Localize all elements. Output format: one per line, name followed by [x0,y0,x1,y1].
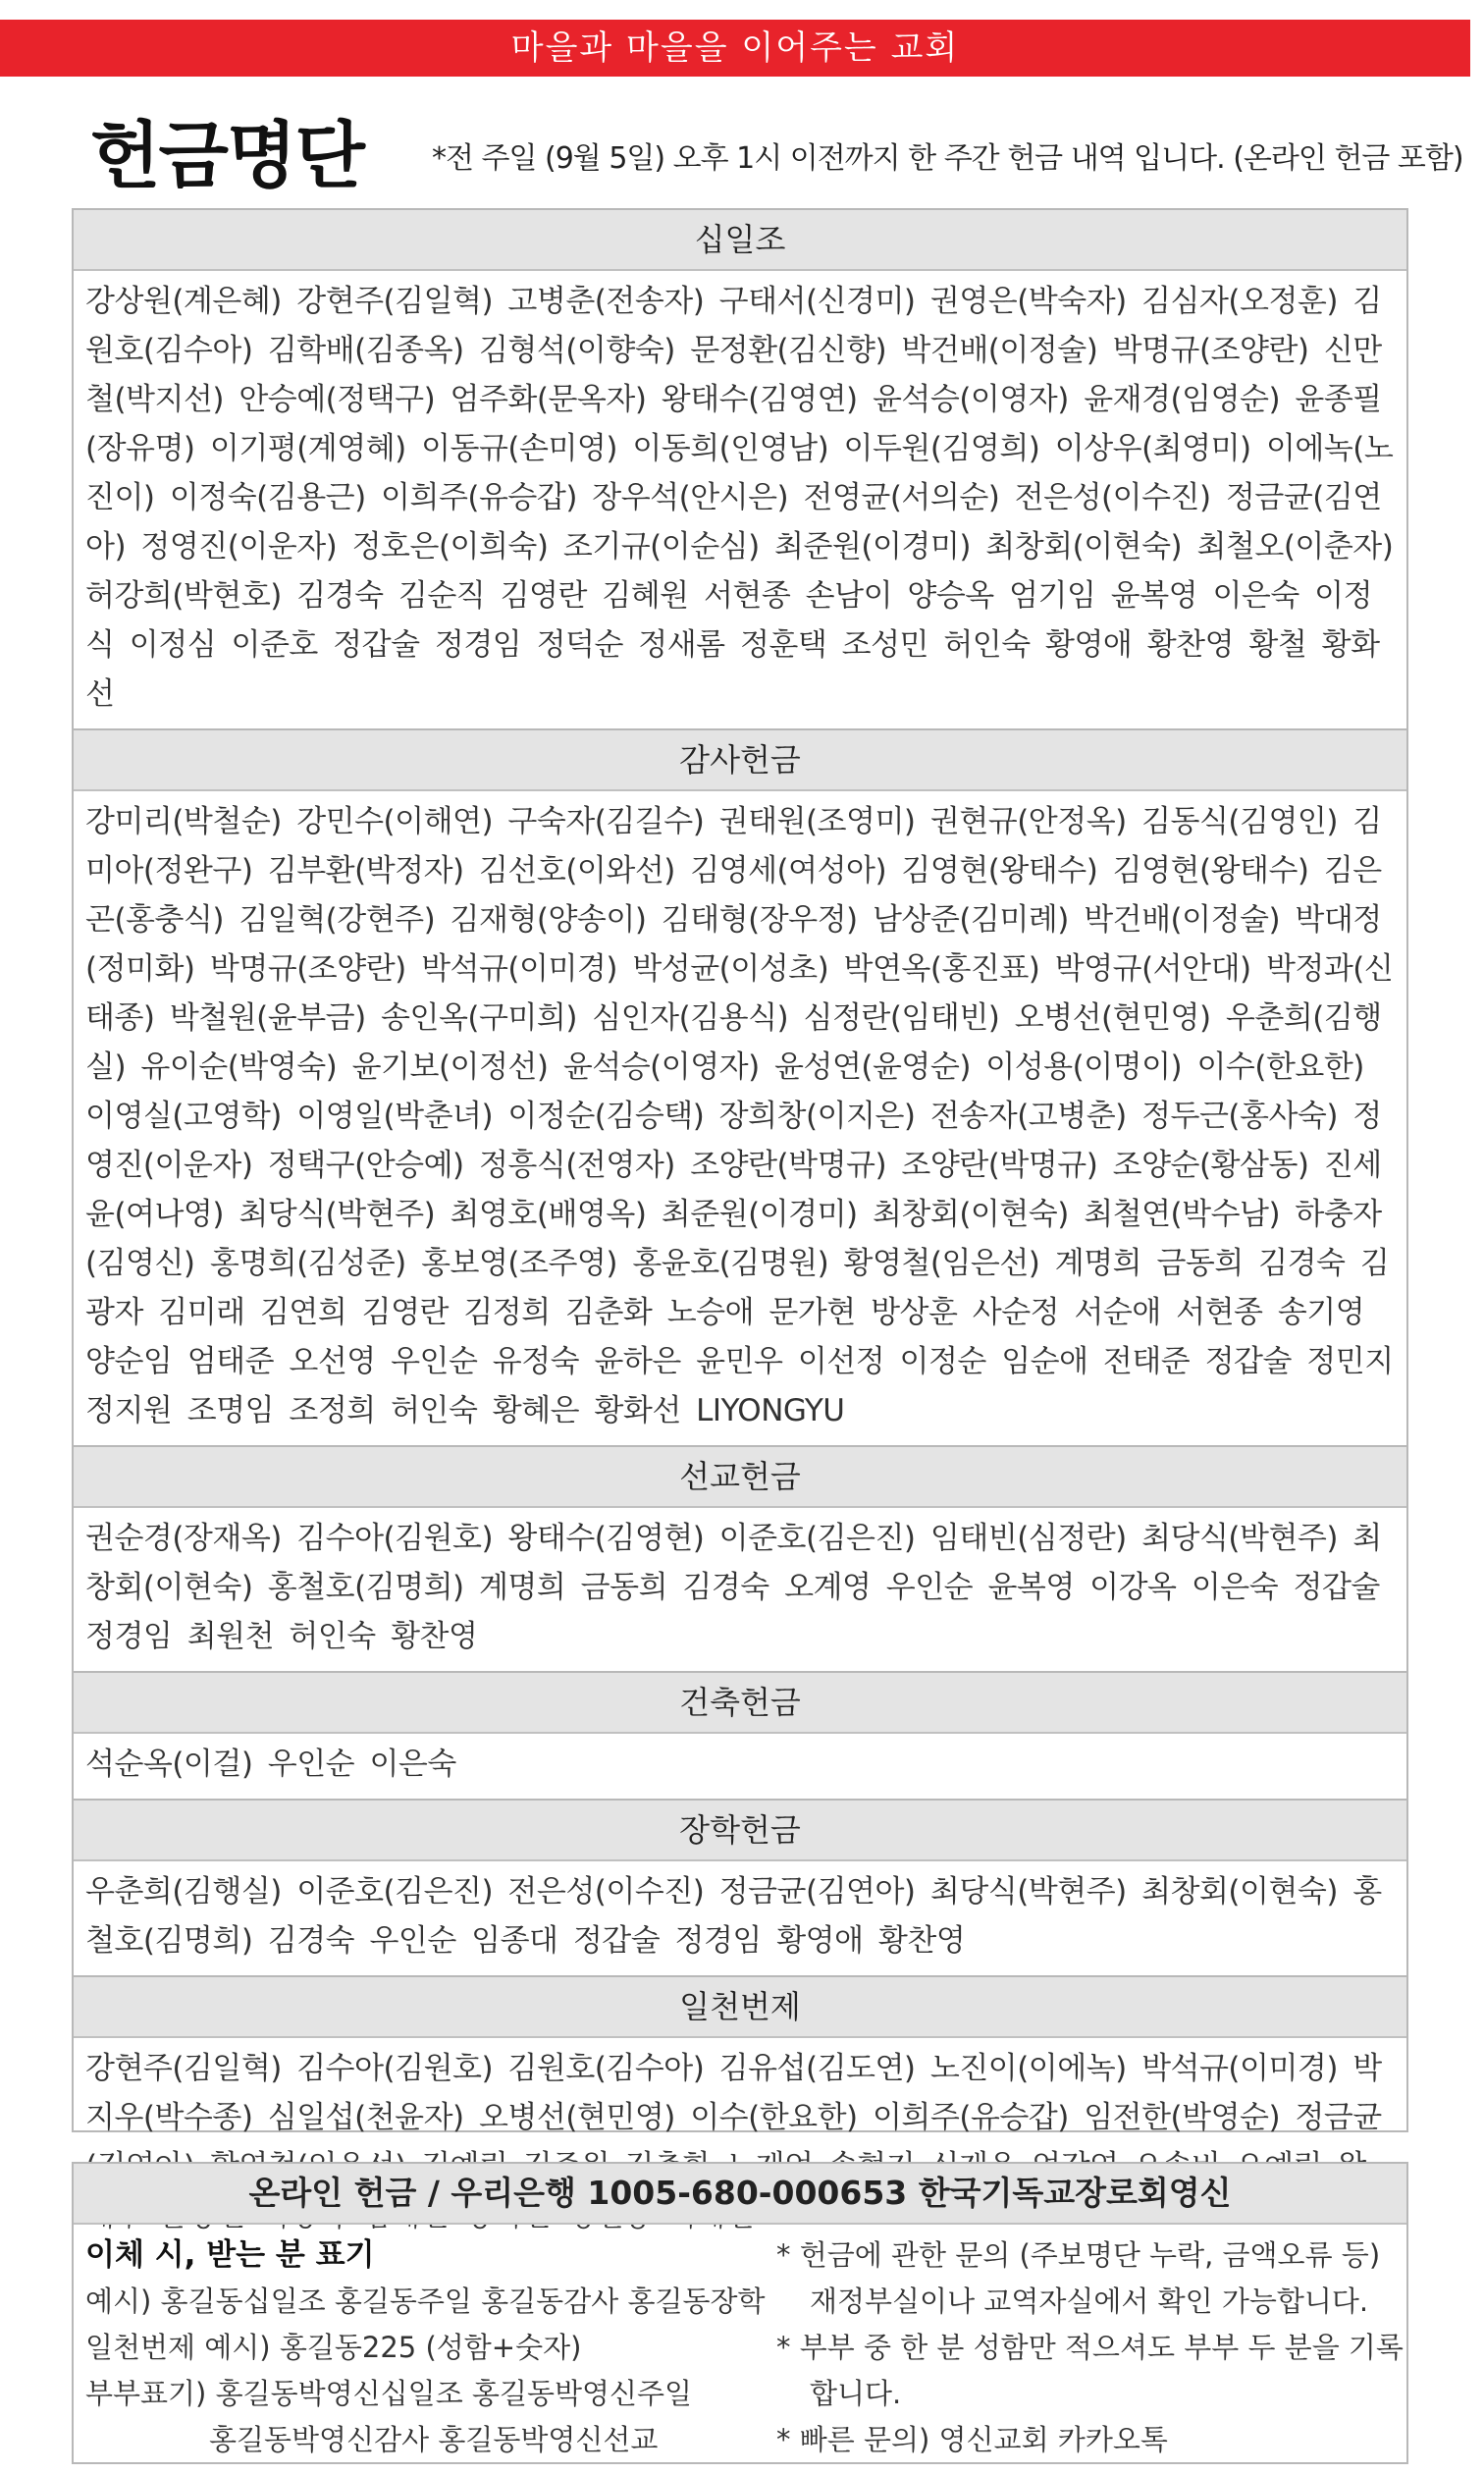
section-heading-mission: 선교헌금 [74,1445,1406,1508]
section-heading-scholarship: 장학헌금 [74,1799,1406,1861]
section-names-thanksgiving: 강미리(박철순) 강민수(이해연) 구숙자(김길수) 권태원(조영미) 권현규(안정옥) 김동식(김영인) 김미아(정완구) 김부환(박정자) 김선호(이와선) 김영세(여성아) 김영현(왕태수) 김영현(왕태수) 김은곤(홍충식) 김일혁(강현주) 김재형(양송이) 김태형(장우정) 남상준(김미례) 박건배(이정술) 박대정(정미화) 박명규(조양란) 박석규(이미경) 박성균(이성초) 박연옥(홍진표) 박영규(서안대) 박정과(신태종) 박철원(윤부금) 송인옥(구미희) 심인자(김용식) 심정란(임태빈) 오병선(현민영) 우춘희(김행실) 유이순(박영숙) 윤기보(이정선) 윤석승(이영자) 윤성연(윤영순) 이성용(이명이) 이수(한요한) 이영실(고영학) 이영일(박춘녀) 이정순(김승택) 장희창(이지은) 전송자(고병춘) 정두근(홍사숙) 정영진(이운자) 정택구(안승예) 정흥식(전영자) 조양란(박명규) 조양란(박명규) 조양순(황삼동) 진세윤(여나영) 최당식(박현주) 최영호(배영옥) 최준원(이경미) 최창회(이현숙) 최철연(박수남) 하충자(김영신) 홍명희(김성준) 홍보영(조주영) 홍윤호(김명원) 황영철(임은선) 계명희 금동희 김경숙 김광자 김미래 김연희 김영란 김정희 김춘화 노승애 문가현 방상훈 사순정 서순애 서현종 송기영 양순임 엄태준 오선영 우인순 유정숙 윤하은 윤민우 이선정 이정순 임순애 전태준 정갑술 정민지 정지원 조명임 조정희 허인숙 황혜은 황화선 LIYONGYU [85,804,1394,1428]
transfer-example-3: 부부표기) 홍길동박영신십일조 홍길동박영신주일 [85,2377,693,2410]
note-couple: * 부부 중 한 분 성함만 적으셔도 부부 두 분을 기록합니다. [776,2331,1404,2410]
offering-notes [776,2232,1404,2463]
transfer-example-4: 홍길동박영신감사 홍길동박영신선교 [209,2423,659,2456]
section-names-building: 석순옥(이걸) 우인순 이은숙 [85,1747,456,1782]
section-heading-thanksgiving: 감사헌금 [74,728,1406,791]
transfer-example-2: 일천번제 예시) 홍길동225 (성함+숫자) [85,2331,582,2364]
section-names-thousand-offering: 강현주(김일혁) 김수아(김원호) 김원호(김수아) 김유섭(김도연) 노진이(이에녹) 박석규(이미경) 박지우(박수종) 심일섭(천윤자) 오병선(현민영) 이수(한요한) 이희주(유승갑) 임전한(박영순) 정금균 [85,2051,1382,2135]
section-names-scholarship: 우춘희(김행실) 이준호(김은진) 전은성(이수진) 정금균(김연아) 최당식(박현주) 최창회(이현숙) 홍철호(김명희) 김경숙 우인순 임종대 정갑술 정경임 황영애 황찬영 [85,1874,1382,1959]
section-names-tithe: 강상원(계은혜) 강현주(김일혁) 고병춘(전송자) 구태서(신경미) 권영은(박숙자) 김심자(오정훈) 김원호(김수아) 김학배(김종옥) 김형석(이향숙) 문정환(김신향) 박건배(이정술) 박명규(조양란) 신만철(박지선) 안승예(정택구) 엄주화(문옥자) 왕태수(김영연) 윤석승(이영자) 윤재경(임영순) 윤종필(장유명) 이기평(계영혜) 이동규(손미영) 이동희(인영남) 이두원(김영희) 이상우(최영미) 이에녹(노진이) 이정숙(김용근) 이희주(유승갑) 장우석(안시은) 전영균(서의순) 전은성(이수진) 정금균(김연아) 정영진(이운자) 정호은(이희숙) 조기규(이순심) 최준원(이경미) 최창회(이현숙) 최철오(이춘자) 허강희(박현호) 김경숙 김순직 김영란 김혜원 서현종 손남이 양승옥 엄기임 윤복영 이은숙 이정식 이정심 이준호 정갑술 정경임 정덕순 정새롬 정훈택 조성민 허인숙 황영애 황찬영 황철 황화선 [85,284,1394,712]
transfer-instructions [85,2232,802,2463]
online-offering-box [72,2162,1408,2464]
section-heading-thousand-offering: 일천번제 [74,1975,1406,2038]
note-kakao: * 빠른 문의) 영신교회 카카오톡 [776,2423,1168,2456]
transfer-label: 이체 시, 받는 분 표기 [85,2237,375,2273]
note-inquiry: * 헌금에 관한 문의 (주보명단 누락, 금액오류 등) 재정부실이나 교역자실에서 확인 가능합니다. [776,2238,1381,2318]
header-banner: 마을과 마을을 이어주는 교회 [0,20,1470,77]
section-heading-tithe: 십일조 [74,210,1406,271]
transfer-example-1: 예시) 홍길동십일조 홍길동주일 홍길동감사 홍길동장학 [85,2285,766,2318]
bank-account-heading: 온라인 헌금 / 우리은행 1005-680-000653 한국기독교장로회영신 [74,2164,1406,2225]
section-names-mission: 권순경(장재옥) 김수아(김원호) 왕태수(김영현) 이준호(김은진) 임태빈(심정란) 최당식(박현주) 최창회(이현숙) 홍철호(김명희) 계명희 금동희 김경숙 오계영 우인순 윤복영 이강옥 이은숙 정갑술 정경임 최원천 허인숙 황찬영 [85,1521,1382,1654]
page-title: 헌금명단 [90,114,363,198]
page-subtitle: *전 주일 (9월 5일) 오후 1시 이전까지 한 주간 헌금 내역 입니다. (온라인 헌금 포함) [432,141,1463,176]
offering-list [72,208,1408,2135]
section-heading-building: 건축헌금 [74,1671,1406,1734]
